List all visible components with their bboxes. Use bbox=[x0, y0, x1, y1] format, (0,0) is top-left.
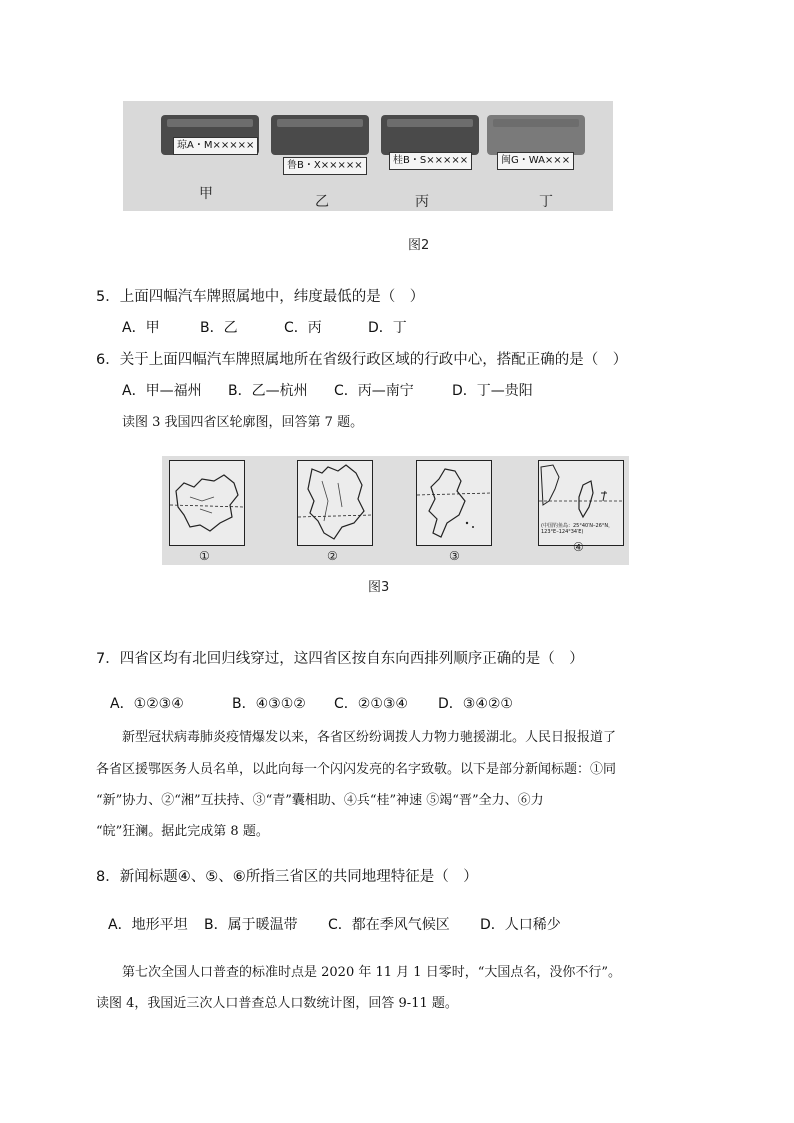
news-paragraph-line-4: “皖”狂澜。据此完成第 8 题。 bbox=[96, 824, 269, 839]
question-5-stem: 5．上面四幅汽车牌照属地中，纬度最低的是（ ） bbox=[96, 289, 425, 305]
q7-option-b: B．④③①② bbox=[232, 696, 306, 712]
read-figure-3-instruction: 读图 3 我国四省区轮廓图，回答第 7 题。 bbox=[122, 415, 364, 430]
question-8-options bbox=[108, 915, 608, 935]
license-plate-figure bbox=[123, 101, 613, 211]
question-6-stem: 6．关于上面四幅汽车牌照属地所在省级行政区域的行政中心，搭配正确的是（ ） bbox=[96, 352, 628, 368]
q8-option-a: A．地形平坦 bbox=[108, 917, 188, 933]
q7-option-d: D．③④②① bbox=[438, 696, 513, 712]
diaoyu-inset-note: (中国钓鱼岛：25°40′N–26°N，123°E–124°34′E) bbox=[541, 523, 614, 535]
q6-option-d: D．丁—贵阳 bbox=[452, 383, 533, 399]
province-label-2: ② bbox=[327, 549, 338, 563]
province-map-2 bbox=[297, 460, 373, 546]
q6-option-a: A．甲—福州 bbox=[122, 383, 202, 399]
province-outline-figure bbox=[162, 456, 629, 565]
province-label-1: ① bbox=[199, 549, 210, 563]
question-7-options bbox=[110, 694, 550, 714]
q5-option-a: A．甲 bbox=[122, 320, 160, 336]
q5-option-d: D．丁 bbox=[368, 320, 407, 336]
figure-3-caption: 图3 bbox=[368, 580, 390, 595]
news-paragraph-line-2: 各省区援鄂医务人员名单，以此向每一个闪闪发亮的名字致敬。以下是部分新闻标题：①同 bbox=[96, 762, 617, 777]
car-ding-image bbox=[487, 115, 585, 155]
q5-option-c: C．丙 bbox=[284, 320, 322, 336]
q6-option-b: B．乙—杭州 bbox=[228, 383, 308, 399]
plate-label-jia: 甲 bbox=[199, 186, 213, 202]
province-map-3 bbox=[416, 460, 492, 546]
q8-option-d: D．人口稀少 bbox=[480, 917, 561, 933]
plate-label-yi: 乙 bbox=[315, 194, 329, 210]
car-yi-image bbox=[271, 115, 369, 155]
census-paragraph-line-2: 读图 4，我国近三次人口普查总人口数统计图，回答 9-11 题。 bbox=[96, 996, 458, 1011]
question-7-stem: 7．四省区均有北回归线穿过，这四省区按自东向西排列顺序正确的是（ ） bbox=[96, 651, 584, 667]
q8-option-c: C．都在季风气候区 bbox=[328, 917, 450, 933]
news-paragraph-line-3: “新”协力、②“湘”互扶持、③“青”囊相助、④兵“桂”神速 ⑤竭“晋”全力、⑥力 bbox=[96, 793, 544, 808]
province-map-4 bbox=[538, 460, 624, 546]
plate-label-bing: 丙 bbox=[415, 194, 429, 210]
figure-2-caption: 图2 bbox=[408, 238, 430, 253]
plate-bing: 桂B・S××××× bbox=[389, 152, 472, 170]
question-8-stem: 8．新闻标题④、⑤、⑥所指三省区的共同地理特征是（ ） bbox=[96, 869, 478, 885]
plate-jia: 琼A・M××××× bbox=[173, 137, 258, 155]
q8-option-b: B．属于暖温带 bbox=[204, 917, 298, 933]
plate-ding: 闽G・WA××× bbox=[497, 152, 574, 170]
province-label-4: ④ bbox=[573, 540, 584, 554]
province-label-3: ③ bbox=[449, 549, 460, 563]
q7-option-c: C．②①③④ bbox=[334, 696, 408, 712]
car-bing-image bbox=[381, 115, 479, 155]
question-6-options bbox=[122, 381, 552, 401]
q5-option-b: B．乙 bbox=[200, 320, 238, 336]
q6-option-c: C．丙—南宁 bbox=[334, 383, 414, 399]
census-paragraph-line-1: 第七次全国人口普查的标准时点是 2020 年 11 月 1 日零时，“大国点名，没你不行”。 bbox=[122, 965, 621, 980]
question-5-options bbox=[122, 318, 422, 338]
q7-option-a: A．①②③④ bbox=[110, 696, 184, 712]
news-paragraph-line-1: 新型冠状病毒肺炎疫情爆发以来，各省区纷纷调拨人力物力驰援湖北。人民日报报道了 bbox=[122, 730, 617, 745]
province-map-1 bbox=[169, 460, 245, 546]
plate-yi: 鲁B・X××××× bbox=[283, 157, 367, 175]
plate-label-ding: 丁 bbox=[539, 194, 553, 210]
